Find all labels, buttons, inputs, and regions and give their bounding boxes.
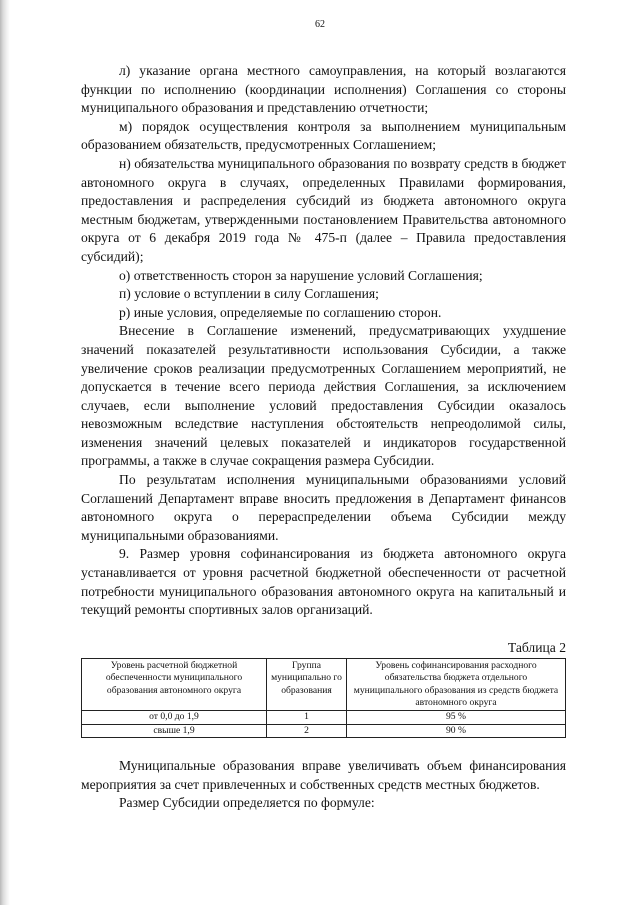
paragraph-o: о) ответственность сторон за нарушение условий Соглашения;: [119, 267, 483, 283]
paragraph-municipal-cofunding: Муниципальные образования вправе увеличивать объем финансирования мероприятия за счет привлеченных и собственных средств местных бюджетов.: [81, 758, 566, 792]
table-row: [82, 724, 566, 737]
paragraph-amendments: Внесение в Соглашение изменений, предусматривающих ухудшение значений показателей результативности использования Субсидии, а также увеличение сроков реализации предусмотренных Соглашением мероприятий, не допускается в течение всего периода действия Соглашения, за исключением случаев, если выполнение условий предоставления Субсидии оказалось невозможным вследствие наступления обстоятельств непреодолимой силы, изменения значений целевых показателей и индикаторов государственной программы, а также в случае сокращения размера Субсидии.: [81, 323, 566, 469]
column-header-budget-level: Уровень расчетной бюджетной обеспеченности муниципального образования автономного округа: [82, 658, 267, 711]
paragraph-n: н) обязательства муниципального образования по возврату средств в бюджет автономного округа в случаях, определенных Правилами формирования, предоставления и распределения субсидий из бюджета автономного округа местным бюджетам, утвержденными постановлением Правительства автономного округа от 6 декабря 2019 года № 475-п (далее – Правила предоставления субсидий);: [81, 155, 566, 264]
table-cell-budget-level: свыше 1,9: [82, 724, 267, 737]
cofinancing-table: [81, 658, 566, 738]
document-body: [81, 62, 566, 813]
paragraph-subsidy-formula-intro: Размер Субсидии определяется по формуле:: [119, 795, 375, 811]
paragraph-l: л) указание органа местного самоуправления, на который возлагаются функции по исполнению (координации исполнения) Соглашения со стороны муниципального образования и представлению отчетности;: [81, 63, 566, 116]
paragraph-r: р) иные условия, определяемые по соглашению сторон.: [119, 304, 442, 320]
paragraph-p: п) условие о вступлении в силу Соглашения;: [119, 286, 379, 302]
column-header-group: Группа муниципально го образования: [267, 658, 347, 711]
table-cell-cofinancing-level: 95 %: [347, 711, 566, 724]
scan-edge-shadow: [0, 0, 10, 905]
page-number: 62: [315, 19, 325, 30]
table-cell-group: 2: [267, 724, 347, 737]
paragraph-m: м) порядок осуществления контроля за выполнением муниципальным образованием обязательств, предусмотренных Соглашением;: [81, 118, 566, 153]
table-row: [82, 711, 566, 724]
table-cell-budget-level: от 0,0 до 1,9: [82, 711, 267, 724]
paragraph-results: По результатам исполнения муниципальными образованиями условий Соглашений Департамент вправе вносить предложения в Департамент финансов автономного округа о перераспределении объема Субсидии между муниципальными образованиями.: [81, 472, 566, 543]
table-cell-group: 1: [267, 711, 347, 724]
table-caption: Таблица 2: [507, 639, 566, 655]
paragraph-9-cofinancing: 9. Размер уровня софинансирования из бюджета автономного округа устанавливается от уровня расчетной бюджетной обеспеченности от расчетной потребности муниципального образования автономного округа на капитальный и текущий ремонты спортивных залов организаций.: [81, 546, 566, 618]
table-header-row: [82, 658, 566, 711]
column-header-cofinancing-level: Уровень софинансирования расходного обязательства бюджета отдельного муниципального образования из средств бюджета автономного округа: [347, 658, 566, 711]
table-cell-cofinancing-level: 90 %: [347, 724, 566, 737]
